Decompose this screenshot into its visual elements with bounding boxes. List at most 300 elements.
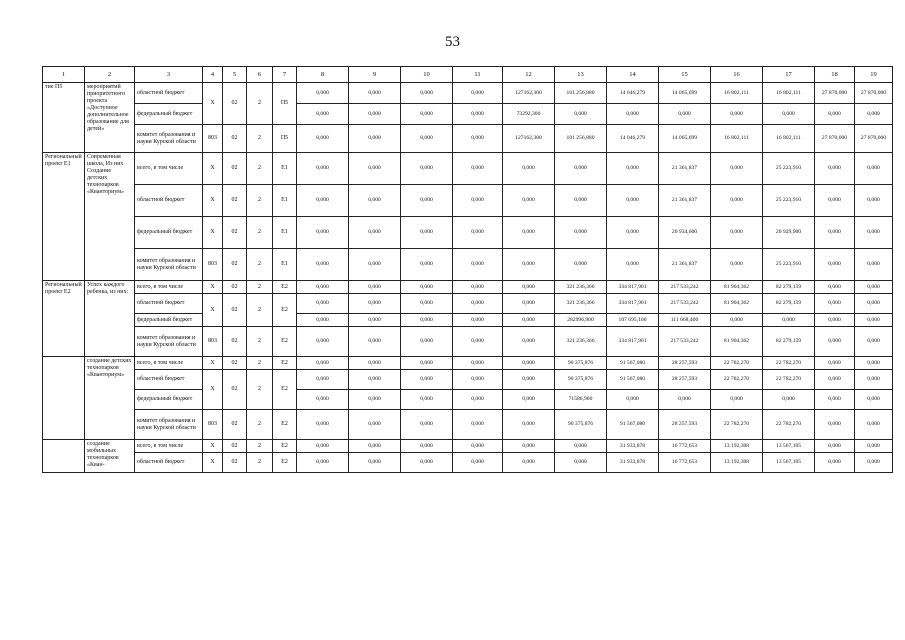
- amount-cell: 0,000: [297, 217, 349, 249]
- amount-cell: 0,000: [555, 440, 607, 453]
- amount-cell: 0,000: [855, 327, 893, 357]
- amount-cell: 0,000: [453, 314, 503, 327]
- column-number: 3: [135, 67, 203, 83]
- column-number: 19: [855, 67, 893, 83]
- code-cell-c7: Е2: [273, 327, 297, 357]
- code-cell-c4: X: [203, 153, 223, 185]
- amount-cell: 0,000: [297, 83, 349, 104]
- amount-cell: 0,000: [607, 153, 659, 185]
- funding-source-cell: комитет образования и науки Курской области: [135, 410, 203, 440]
- project-name-cell: создание детских технопарков «Кванториум»: [85, 357, 135, 440]
- code-cell-c4: 803: [203, 249, 223, 281]
- code-cell-c7: Е1: [273, 153, 297, 185]
- amount-cell: 0,000: [503, 185, 555, 217]
- amount-cell: 16 802,111: [763, 125, 815, 153]
- amount-cell: 0,000: [815, 357, 855, 370]
- table-row: [43, 294, 893, 314]
- code-cell-c7: Е1: [273, 249, 297, 281]
- amount-cell: 0,000: [453, 83, 503, 104]
- amount-cell: 101 256,880: [555, 125, 607, 153]
- code-cell-c7: Е2: [273, 357, 297, 370]
- amount-cell: 0,000: [297, 453, 349, 473]
- amount-cell: 0,000: [855, 185, 893, 217]
- table-row: [43, 440, 893, 453]
- amount-cell: 0,000: [349, 125, 401, 153]
- amount-cell: 0,000: [855, 249, 893, 281]
- column-number: 11: [453, 67, 503, 83]
- amount-cell: 0,000: [711, 314, 763, 327]
- amount-cell: 0,000: [349, 370, 401, 390]
- amount-cell: 21 361,837: [659, 185, 711, 217]
- amount-cell: 0,000: [401, 357, 453, 370]
- amount-cell: 334 817,901: [607, 327, 659, 357]
- amount-cell: 27 870,000: [855, 125, 893, 153]
- amount-cell: 0,000: [401, 327, 453, 357]
- amount-cell: 0,000: [503, 440, 555, 453]
- amount-cell: 0,000: [401, 125, 453, 153]
- amount-cell: 111 668,400: [659, 314, 711, 327]
- amount-cell: 0,000: [401, 453, 453, 473]
- amount-cell: 0,000: [503, 314, 555, 327]
- amount-cell: 334 817,901: [607, 281, 659, 294]
- amount-cell: 0,000: [815, 390, 855, 410]
- amount-cell: 0,000: [815, 281, 855, 294]
- code-cell-c6: 2: [247, 185, 273, 217]
- funding-source-cell: комитет образования и науки Курской области: [135, 125, 203, 153]
- amount-cell: 0,000: [297, 104, 349, 125]
- amount-cell: 0,000: [607, 249, 659, 281]
- amount-cell: 0,000: [607, 390, 659, 410]
- column-number: 12: [503, 67, 555, 83]
- funding-source-cell: областной бюджет: [135, 370, 203, 390]
- code-cell-c4: X: [203, 294, 223, 327]
- amount-cell: 14 046,279: [607, 83, 659, 104]
- code-cell-c4: X: [203, 440, 223, 453]
- amount-cell: 0,000: [815, 327, 855, 357]
- amount-cell: 0,000: [401, 104, 453, 125]
- amount-cell: 217 533,242: [659, 294, 711, 314]
- project-name-cell: мероприятий приоритетного проекта «Доступное дополнительное образование для детей»: [85, 83, 135, 153]
- amount-cell: 0,000: [453, 327, 503, 357]
- amount-cell: 25 223,910: [763, 185, 815, 217]
- amount-cell: 0,000: [855, 453, 893, 473]
- amount-cell: 0,000: [453, 453, 503, 473]
- code-cell-c4: X: [203, 185, 223, 217]
- amount-cell: 217 533,242: [659, 327, 711, 357]
- code-cell-c4: 803: [203, 327, 223, 357]
- code-cell-c4: X: [203, 370, 223, 410]
- column-number: 5: [223, 67, 247, 83]
- table-row: [43, 125, 893, 153]
- amount-cell: 0,000: [297, 440, 349, 453]
- code-cell-c5: 02: [223, 125, 247, 153]
- code-cell-c4: X: [203, 357, 223, 370]
- table-row: [43, 314, 893, 327]
- amount-cell: 0,000: [453, 125, 503, 153]
- table-row: [43, 281, 893, 294]
- amount-cell: 0,000: [555, 453, 607, 473]
- amount-cell: 0,000: [349, 249, 401, 281]
- code-cell-c6: 2: [247, 125, 273, 153]
- amount-cell: 28 257,593: [659, 410, 711, 440]
- amount-cell: 0,000: [349, 217, 401, 249]
- amount-cell: 0,000: [297, 249, 349, 281]
- code-cell-c6: 2: [247, 217, 273, 249]
- code-cell-c7: Е2: [273, 453, 297, 473]
- amount-cell: 0,000: [711, 185, 763, 217]
- funding-source-cell: федеральный бюджет: [135, 104, 203, 125]
- amount-cell: 28 257,593: [659, 370, 711, 390]
- amount-cell: 0,000: [815, 453, 855, 473]
- amount-cell: 0,000: [659, 390, 711, 410]
- code-cell-c5: 02: [223, 370, 247, 410]
- table-row: [43, 185, 893, 217]
- code-cell-c6: 2: [247, 281, 273, 294]
- code-cell-c6: 2: [247, 370, 273, 410]
- amount-cell: 334 817,901: [607, 294, 659, 314]
- amount-cell: 0,000: [297, 410, 349, 440]
- column-number: 15: [659, 67, 711, 83]
- amount-cell: 0,000: [401, 185, 453, 217]
- amount-cell: 0,000: [349, 153, 401, 185]
- amount-cell: 0,000: [297, 390, 349, 410]
- code-cell-c4: X: [203, 281, 223, 294]
- amount-cell: 282996,900: [555, 314, 607, 327]
- code-cell-c6: 2: [247, 249, 273, 281]
- amount-cell: 0,000: [855, 410, 893, 440]
- amount-cell: 27 870,000: [815, 125, 855, 153]
- table-row: [43, 327, 893, 357]
- code-cell-c7: П5: [273, 125, 297, 153]
- amount-cell: 73292,300: [503, 104, 555, 125]
- amount-cell: 0,000: [349, 294, 401, 314]
- amount-cell: 0,000: [453, 390, 503, 410]
- amount-cell: 0,000: [607, 104, 659, 125]
- amount-cell: 0,000: [401, 249, 453, 281]
- code-cell-c6: 2: [247, 327, 273, 357]
- amount-cell: 0,000: [503, 281, 555, 294]
- amount-cell: 31 933,878: [607, 453, 659, 473]
- funding-source-cell: федеральный бюджет: [135, 217, 203, 249]
- amount-cell: 0,000: [555, 185, 607, 217]
- code-cell-c5: 02: [223, 153, 247, 185]
- amount-cell: 0,000: [503, 453, 555, 473]
- amount-cell: 0,000: [297, 357, 349, 370]
- project-code-cell: Региональный проект Е1: [43, 153, 85, 281]
- amount-cell: 0,000: [297, 185, 349, 217]
- amount-cell: 22 782,270: [711, 410, 763, 440]
- amount-cell: 0,000: [401, 314, 453, 327]
- amount-cell: 22 782,270: [763, 357, 815, 370]
- amount-cell: 28 257,593: [659, 357, 711, 370]
- amount-cell: 0,000: [453, 153, 503, 185]
- project-code-cell: [43, 440, 85, 473]
- amount-cell: 0,000: [555, 249, 607, 281]
- table-row: [43, 453, 893, 473]
- amount-cell: 0,000: [503, 410, 555, 440]
- project-code-cell: тие П5: [43, 83, 85, 153]
- code-cell-c7: Е2: [273, 294, 297, 327]
- amount-cell: 0,000: [401, 83, 453, 104]
- amount-cell: 0,000: [401, 370, 453, 390]
- column-number: 9: [349, 67, 401, 83]
- amount-cell: 0,000: [607, 185, 659, 217]
- funding-source-cell: всего, в том числе: [135, 281, 203, 294]
- amount-cell: 127162,300: [503, 83, 555, 104]
- amount-cell: 0,000: [855, 314, 893, 327]
- amount-cell: 91 567,080: [607, 370, 659, 390]
- column-number-row: [43, 67, 893, 83]
- column-number: 13: [555, 67, 607, 83]
- code-cell-c5: 02: [223, 294, 247, 327]
- amount-cell: 0,000: [711, 249, 763, 281]
- funding-source-cell: всего, в том числе: [135, 357, 203, 370]
- code-cell-c4: 803: [203, 125, 223, 153]
- amount-cell: 0,000: [855, 390, 893, 410]
- funding-source-cell: всего, в том числе: [135, 153, 203, 185]
- amount-cell: 0,000: [855, 104, 893, 125]
- amount-cell: 16 802,111: [711, 83, 763, 104]
- amount-cell: 16 802,111: [711, 125, 763, 153]
- code-cell-c5: 02: [223, 410, 247, 440]
- amount-cell: 0,000: [763, 314, 815, 327]
- funding-source-cell: комитет образования и науки Курской области: [135, 327, 203, 357]
- amount-cell: 0,000: [711, 104, 763, 125]
- amount-cell: 20 934,600: [659, 217, 711, 249]
- code-cell-c6: 2: [247, 83, 273, 125]
- amount-cell: 21 361,837: [659, 249, 711, 281]
- funding-source-cell: комитет образования и науки Курской области: [135, 249, 203, 281]
- code-cell-c4: X: [203, 217, 223, 249]
- table-row: [43, 104, 893, 125]
- code-cell-c6: 2: [247, 357, 273, 370]
- amount-cell: 0,000: [401, 410, 453, 440]
- funding-source-cell: областной бюджет: [135, 83, 203, 104]
- amount-cell: 0,000: [555, 104, 607, 125]
- amount-cell: 0,000: [349, 453, 401, 473]
- code-cell-c4: X: [203, 83, 223, 125]
- amount-cell: 0,000: [401, 294, 453, 314]
- code-cell-c5: 02: [223, 281, 247, 294]
- amount-cell: 71586,900: [555, 390, 607, 410]
- funding-source-cell: областной бюджет: [135, 185, 203, 217]
- amount-cell: 0,000: [711, 217, 763, 249]
- code-cell-c5: 02: [223, 453, 247, 473]
- funding-source-cell: федеральный бюджет: [135, 390, 203, 410]
- code-cell-c7: Е2: [273, 370, 297, 410]
- amount-cell: 0,000: [453, 281, 503, 294]
- amount-cell: 21 361,837: [659, 153, 711, 185]
- amount-cell: 0,000: [297, 153, 349, 185]
- amount-cell: 321 236,366: [555, 281, 607, 294]
- amount-cell: 90 375,876: [555, 410, 607, 440]
- amount-cell: 90 375,876: [555, 357, 607, 370]
- project-code-cell: Региональный проект Е2: [43, 281, 85, 357]
- column-number: 14: [607, 67, 659, 83]
- amount-cell: 0,000: [401, 390, 453, 410]
- amount-cell: 0,000: [503, 249, 555, 281]
- code-cell-c5: 02: [223, 185, 247, 217]
- amount-cell: 0,000: [855, 370, 893, 390]
- project-code-cell: [43, 357, 85, 440]
- amount-cell: 82 279,159: [763, 281, 815, 294]
- code-cell-c6: 2: [247, 410, 273, 440]
- amount-cell: 0,000: [349, 83, 401, 104]
- amount-cell: 20 929,900: [763, 217, 815, 249]
- amount-cell: 107 695,100: [607, 314, 659, 327]
- amount-cell: 0,000: [453, 185, 503, 217]
- table-row: [43, 153, 893, 185]
- amount-cell: 0,000: [453, 294, 503, 314]
- funding-source-cell: областной бюджет: [135, 453, 203, 473]
- code-cell-c7: Е1: [273, 217, 297, 249]
- amount-cell: 0,000: [855, 440, 893, 453]
- amount-cell: 14 065,699: [659, 83, 711, 104]
- column-number: 2: [85, 67, 135, 83]
- amount-cell: 0,000: [297, 314, 349, 327]
- project-name-cell: создание мобильных технопарков «Кван-: [85, 440, 135, 473]
- amount-cell: 321 236,366: [555, 327, 607, 357]
- column-number: 17: [763, 67, 815, 83]
- amount-cell: 217 533,242: [659, 281, 711, 294]
- amount-cell: 0,000: [503, 153, 555, 185]
- code-cell-c7: Е2: [273, 410, 297, 440]
- amount-cell: 16 802,111: [763, 83, 815, 104]
- funding-source-cell: всего, в том числе: [135, 440, 203, 453]
- amount-cell: 0,000: [503, 327, 555, 357]
- table-row: [43, 390, 893, 410]
- code-cell-c5: 02: [223, 327, 247, 357]
- amount-cell: 0,000: [349, 390, 401, 410]
- amount-cell: 0,000: [607, 217, 659, 249]
- amount-cell: 0,000: [503, 390, 555, 410]
- amount-cell: 0,000: [855, 294, 893, 314]
- code-cell-c7: Е2: [273, 281, 297, 294]
- table-row: [43, 249, 893, 281]
- project-name-cell: Современная школа, Из них Создание детских технопарков «Кванториум»: [85, 153, 135, 281]
- column-number: 16: [711, 67, 763, 83]
- amount-cell: 0,000: [401, 440, 453, 453]
- amount-cell: 0,000: [855, 217, 893, 249]
- amount-cell: 25 223,910: [763, 249, 815, 281]
- code-cell-c5: 02: [223, 217, 247, 249]
- amount-cell: 101 256,880: [555, 83, 607, 104]
- code-cell-c7: Е2: [273, 440, 297, 453]
- amount-cell: 16 772,653: [659, 440, 711, 453]
- code-cell-c5: 02: [223, 249, 247, 281]
- amount-cell: 91 567,080: [607, 410, 659, 440]
- amount-cell: 31 933,878: [607, 440, 659, 453]
- amount-cell: 0,000: [815, 440, 855, 453]
- amount-cell: 0,000: [401, 281, 453, 294]
- code-cell-c7: Е1: [273, 185, 297, 217]
- amount-cell: 0,000: [503, 294, 555, 314]
- code-cell-c6: 2: [247, 453, 273, 473]
- amount-cell: 0,000: [349, 327, 401, 357]
- table-row: [43, 410, 893, 440]
- amount-cell: 13 567,105: [763, 440, 815, 453]
- amount-cell: 0,000: [555, 217, 607, 249]
- amount-cell: 14 046,279: [607, 125, 659, 153]
- amount-cell: 0,000: [453, 440, 503, 453]
- amount-cell: 0,000: [349, 185, 401, 217]
- table-row: [43, 83, 893, 104]
- amount-cell: 0,000: [297, 294, 349, 314]
- amount-cell: 0,000: [815, 104, 855, 125]
- amount-cell: 0,000: [815, 370, 855, 390]
- amount-cell: 0,000: [297, 327, 349, 357]
- amount-cell: 0,000: [815, 153, 855, 185]
- amount-cell: 0,000: [855, 153, 893, 185]
- project-name-cell: Успех каждого ребенка, из них:: [85, 281, 135, 357]
- amount-cell: 13 192,308: [711, 440, 763, 453]
- amount-cell: 0,000: [297, 370, 349, 390]
- column-number: 6: [247, 67, 273, 83]
- amount-cell: 0,000: [503, 357, 555, 370]
- amount-cell: 0,000: [453, 217, 503, 249]
- amount-cell: 22 782,270: [763, 410, 815, 440]
- amount-cell: 13 567,105: [763, 453, 815, 473]
- code-cell-c6: 2: [247, 294, 273, 327]
- amount-cell: 0,000: [401, 217, 453, 249]
- amount-cell: 82 279,159: [763, 294, 815, 314]
- table-row: [43, 217, 893, 249]
- amount-cell: 0,000: [453, 249, 503, 281]
- code-cell-c5: 02: [223, 357, 247, 370]
- amount-cell: 0,000: [453, 370, 503, 390]
- amount-cell: 14 065,699: [659, 125, 711, 153]
- amount-cell: 0,000: [815, 294, 855, 314]
- amount-cell: 0,000: [297, 125, 349, 153]
- amount-cell: 0,000: [453, 410, 503, 440]
- amount-cell: 0,000: [555, 153, 607, 185]
- amount-cell: 0,000: [453, 357, 503, 370]
- funding-source-cell: областной бюджет: [135, 294, 203, 314]
- amount-cell: 0,000: [503, 217, 555, 249]
- amount-cell: 91 567,080: [607, 357, 659, 370]
- amount-cell: 0,000: [855, 357, 893, 370]
- column-number: 10: [401, 67, 453, 83]
- code-cell-c5: 02: [223, 83, 247, 125]
- amount-cell: 82 279,159: [763, 327, 815, 357]
- amount-cell: 0,000: [815, 185, 855, 217]
- table-row: [43, 370, 893, 390]
- amount-cell: 0,000: [855, 281, 893, 294]
- amount-cell: 0,000: [815, 249, 855, 281]
- amount-cell: 0,000: [763, 104, 815, 125]
- amount-cell: 90 375,876: [555, 370, 607, 390]
- code-cell-c6: 2: [247, 153, 273, 185]
- amount-cell: 0,000: [349, 104, 401, 125]
- amount-cell: 0,000: [815, 314, 855, 327]
- amount-cell: 22 782,270: [711, 357, 763, 370]
- amount-cell: 0,000: [349, 410, 401, 440]
- amount-cell: 321 236,366: [555, 294, 607, 314]
- amount-cell: 16 772,653: [659, 453, 711, 473]
- code-cell-c4: X: [203, 453, 223, 473]
- amount-cell: 22 782,270: [763, 370, 815, 390]
- column-number: 8: [297, 67, 349, 83]
- amount-cell: 0,000: [659, 104, 711, 125]
- amount-cell: 81 904,362: [711, 327, 763, 357]
- amount-cell: 0,000: [349, 357, 401, 370]
- amount-cell: 0,000: [349, 440, 401, 453]
- amount-cell: 81 904,362: [711, 281, 763, 294]
- amount-cell: 0,000: [815, 217, 855, 249]
- column-number: 18: [815, 67, 855, 83]
- column-number: 4: [203, 67, 223, 83]
- code-cell-c4: 803: [203, 410, 223, 440]
